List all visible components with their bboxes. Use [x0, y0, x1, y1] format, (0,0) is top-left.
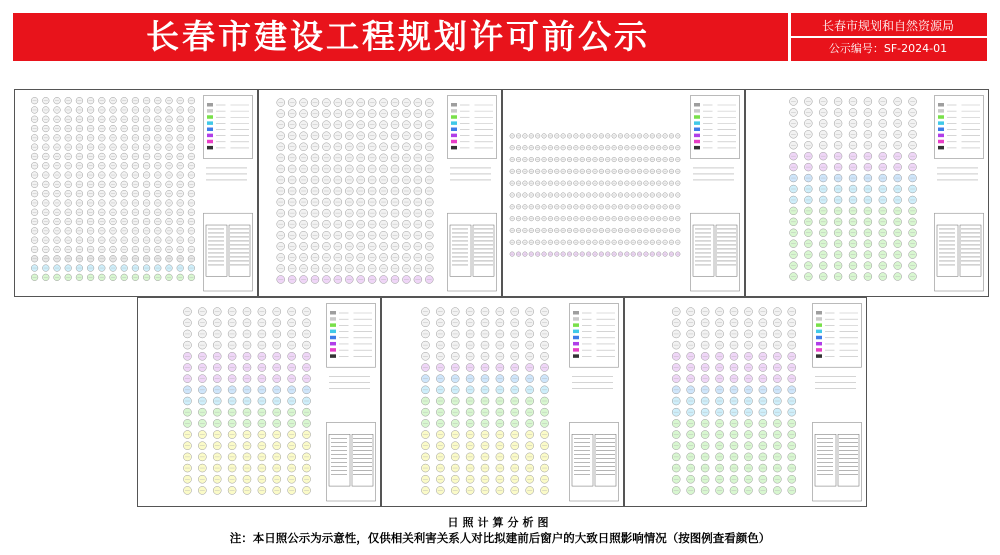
legend-box	[573, 323, 579, 327]
legend-box	[816, 348, 822, 352]
legend-panel	[690, 95, 740, 292]
legend-box	[938, 140, 944, 144]
legend-box	[207, 134, 213, 138]
legend-box	[207, 146, 213, 150]
figure-caption: 日照计算分析图	[447, 516, 553, 529]
window-grid	[509, 130, 681, 260]
legend-box	[938, 121, 944, 125]
legend-box	[573, 336, 579, 340]
legend-box	[451, 140, 457, 144]
window-grid	[29, 96, 197, 282]
legend-box	[694, 121, 700, 125]
window-grid	[275, 97, 435, 285]
legend-box	[816, 330, 822, 334]
legend-box	[816, 323, 822, 327]
legend-box	[938, 134, 944, 138]
legend-box	[573, 342, 579, 346]
sunlight-sheet-5[interactable]	[137, 297, 381, 507]
legend-box	[451, 146, 457, 150]
legend-box	[694, 128, 700, 132]
legend-box	[330, 348, 336, 352]
window-grid	[786, 96, 920, 282]
legend-box	[207, 103, 213, 107]
window-grid	[418, 306, 552, 496]
legend-box	[816, 317, 822, 321]
legend-panel	[569, 303, 619, 502]
legend-box	[694, 134, 700, 138]
legend-box	[938, 115, 944, 119]
legend-box	[694, 115, 700, 119]
legend-box	[207, 140, 213, 144]
legend-box	[330, 330, 336, 334]
legend-box	[694, 103, 700, 107]
legend-box	[573, 348, 579, 352]
legend-box	[816, 354, 822, 358]
legend-box	[451, 134, 457, 138]
legend-box	[816, 336, 822, 340]
legend-box	[207, 109, 213, 113]
legend-panel	[934, 95, 984, 292]
footnote: 注：本日照公示为示意性，仅供相关利害关系人对比拟建前后窗户的大致日照影响情况（按图例查看颜色）	[229, 531, 771, 545]
legend-box	[938, 146, 944, 150]
publication-number: 公示编号：SF-2024-01	[828, 42, 948, 55]
window-grid	[180, 306, 314, 496]
legend-box	[816, 342, 822, 346]
legend-panel	[203, 95, 253, 292]
sunlight-sheet-6[interactable]	[381, 297, 624, 507]
header-separator	[791, 36, 987, 38]
legend-box	[330, 323, 336, 327]
sunlight-sheet-2[interactable]	[258, 89, 502, 297]
sunlight-sheet-7[interactable]	[624, 297, 867, 507]
legend-box	[694, 140, 700, 144]
sunlight-sheet-4[interactable]	[745, 89, 989, 297]
legend-panel	[812, 303, 862, 502]
legend-box	[573, 317, 579, 321]
legend-box	[330, 317, 336, 321]
legend-box	[694, 109, 700, 113]
legend-box	[451, 103, 457, 107]
legend-panel	[447, 95, 497, 292]
window-grid	[669, 306, 799, 496]
legend-box	[451, 115, 457, 119]
legend-box	[207, 115, 213, 119]
legend-box	[573, 354, 579, 358]
sunlight-sheet-3[interactable]	[502, 89, 745, 297]
legend-box	[330, 311, 336, 315]
legend-panel	[326, 303, 376, 502]
legend-box	[330, 354, 336, 358]
legend-box	[451, 128, 457, 132]
legend-box	[207, 121, 213, 125]
legend-box	[938, 103, 944, 107]
legend-box	[694, 146, 700, 150]
sunlight-sheet-1[interactable]	[14, 89, 258, 297]
legend-box	[330, 342, 336, 346]
legend-box	[573, 311, 579, 315]
legend-box	[938, 109, 944, 113]
legend-box	[451, 121, 457, 125]
agency-name: 长春市规划和自然资源局	[821, 19, 954, 33]
header-banner	[13, 13, 987, 61]
page-title: 长春市建设工程规划许可前公示	[146, 17, 650, 56]
legend-box	[330, 336, 336, 340]
legend-box	[938, 128, 944, 132]
legend-box	[816, 311, 822, 315]
legend-box	[573, 330, 579, 334]
legend-box	[451, 109, 457, 113]
legend-box	[207, 128, 213, 132]
